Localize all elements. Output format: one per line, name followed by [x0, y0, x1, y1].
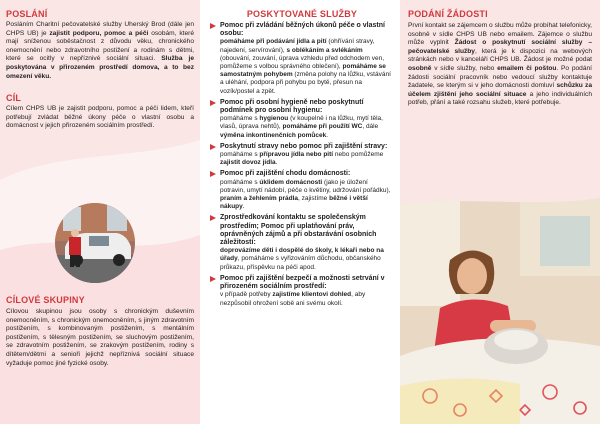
service-body: pomáháme při podávání jídla a pití (ohřívání stravy, najedení, servírování), s oblékáním a svlékáním (obouvání, zouvání, úprava vzhledu před odchodem ven, pomůžeme s volbou správného oblečení), pomáháme se samostatným pohybem (změna polohy na lůžku, vstávání a uléhání, podpora při pohybu po bytě, přesun na vozík/postel a zpět.	[220, 38, 391, 95]
poslani-heading: POSLÁNÍ	[6, 9, 48, 19]
cilove-skupiny-text: Cílovou skupinou jsou osoby s chronickým duševním onemocněním, s chronickým onemocněním, s jiným zdravotním postižením, s kombinovaným postižením, s mentálním postižením, s tělesným postižením, se sluchovým postižením, se zdravotním postižením, se zrakovým postižením, rodiny s dítětem/dětmi a senioři jejichž nepříznivá sociální situace vyžaduje pomoc jiné fyzické osoby.	[6, 308, 194, 367]
service-body: pomáháme s úklidem domácnosti (jako je úložení potravin, umytí nádobí, péče o květiny, udržování pořádku), praním a žehlením prádla, zajistíme běžné i větší nákupy.	[220, 178, 391, 211]
service-item	[210, 99, 394, 140]
service-item	[210, 143, 394, 168]
cilove-skupiny-heading: CÍLOVÉ SKUPINY	[6, 295, 85, 305]
column-right	[400, 0, 600, 424]
service-body: pomáháme s přípravou jídla nebo pití nebo pomůžeme zajistit dovoz jídla.	[220, 151, 384, 167]
service-item	[210, 275, 394, 308]
triangle-bullet-icon	[210, 23, 216, 29]
service-title: Pomoc při osobní hygieně nebo poskytnutí podmínek pro osobní hygienu:	[220, 98, 364, 115]
service-body: v případě potřeby zajistíme klientovi dohled, aby nezpůsobil ohrožení sobě ani svému okolí.	[220, 291, 366, 307]
service-body: pomáháme s hygienou (v koupelně i na lůžku, mytí těla, vlasů, úprava nehtů), pomáháme při použití WC, dále výměna inkontinenčních pomůcek.	[220, 115, 383, 139]
service-item	[210, 22, 394, 96]
column-left	[0, 0, 200, 424]
service-title: Poskytnutí stravy nebo pomoc při zajištění stravy:	[220, 142, 388, 150]
cil-heading: CÍL	[6, 93, 22, 104]
triangle-bullet-icon	[210, 100, 216, 106]
triangle-bullet-icon	[210, 215, 216, 221]
service-title: Zprostředkování kontaktu se společenským prostředím; Pomoc při uplatňování práv, oprávněných zájmů a při obstarávání osobních záležitostí:	[220, 214, 377, 247]
triangle-bullet-icon	[210, 276, 216, 282]
triangle-bullet-icon	[210, 144, 216, 150]
care-photo	[400, 196, 600, 424]
sluzby-heading: POSKYTOVANÉ SLUŽBY	[246, 9, 358, 19]
service-body: doprovázíme děti i dospělé do školy, k lékaři nebo na úřady, pomáháme s vyřizováním důchodu, občanského průkazu, příspěvku na péči apod.	[220, 247, 384, 271]
podani-zadosti-text: První kontakt se zájemcem o službu může probíhat telefonicky, osobně v sídle CHPS UB nebo emailem. Zájemce o službu může vyplnit Žádost o poskytnutí sociální služby – pečovatelské služby, která je k dispozici na webových stránkách nebo v kanceláři CHPS UB. Žádost je možné podat osobně v sídle služby, nebo emailem či poštou. Po podání žádosti sociální pracovník nebo vedoucí služby kontaktuje žadatele, se kterým si v jeho domácnosti domluví schůzku za účelem zjištění jeho sociální situace a jeho individuálních potřeb, přání a také rozsahu služeb, které potřebuje.	[408, 22, 593, 107]
services-list	[210, 22, 394, 308]
cil-text: Cílem CHPS UB je zajistit podporu, pomoc a péči lidem, kteří potřebují zvládat běžné úkony péče o vlastní osobu a domácnost v jejich přirozeném sociálním prostředí.	[6, 105, 194, 130]
podani-zadosti-heading: PODÁNÍ ŽÁDOSTI	[408, 9, 488, 19]
triangle-bullet-icon	[210, 171, 216, 177]
service-item	[210, 170, 394, 211]
column-middle	[200, 0, 400, 424]
service-item	[210, 214, 394, 271]
car-photo	[55, 203, 135, 283]
service-title: Pomoc při zajištění bezpečí a možnosti setrvání v přirozeném sociálním prostředí:	[220, 274, 385, 291]
service-title: Pomoc při zajištění chodu domácnosti:	[220, 170, 351, 178]
service-title: Pomoc při zvládání běžných úkonů péče o vlastní osobu:	[220, 22, 385, 38]
poslani-text: Posláním Charitní pečovatelské služby Uherský Brod (dále jen CHPS UB) je zajistit podporu, pomoc a péči osobám, které mají sníženou soběstačnost z důvodu věku, chronického onemocnění nebo zdravotního postižení a rodinám s dětmi, které se ocitly v nepříznivé sociální situaci. Služba je poskytována v přirozeném prostředí domova, a to bez omezení věku.	[6, 21, 194, 80]
